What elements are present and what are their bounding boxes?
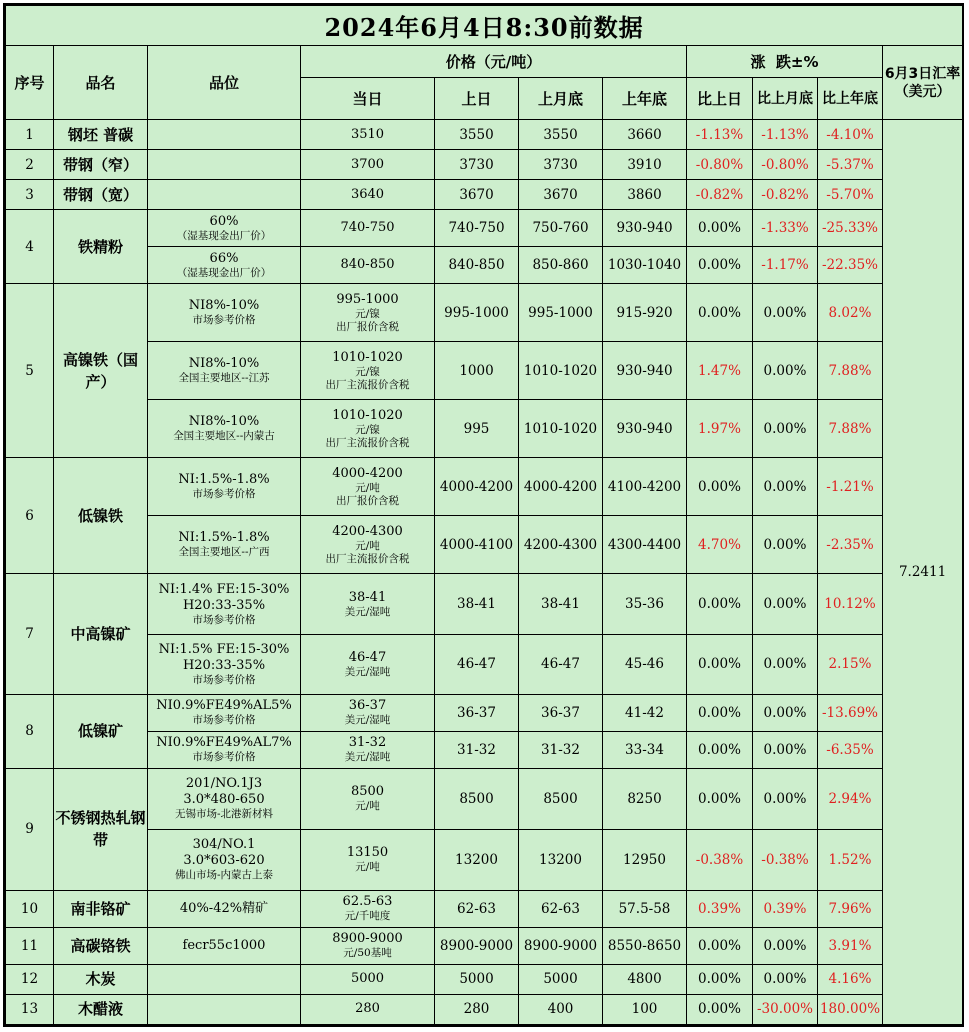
- prev-month-price: 62-63: [519, 890, 603, 927]
- prev-day-price: 46-47: [435, 634, 519, 694]
- change-vs-day: 0.00%: [687, 994, 753, 1024]
- exchange-rate-value: 7.2411: [883, 120, 963, 1025]
- today-price-note: 美元/湿吨: [344, 751, 391, 764]
- prev-day-price: 995-1000: [435, 284, 519, 342]
- table-row: [6, 829, 963, 890]
- grade-cell: [148, 574, 301, 634]
- prev-year-price: 4300-4400: [603, 516, 687, 574]
- grade-value: NI:1.5%-1.8%: [178, 472, 270, 488]
- prev-month-price: 4200-4300: [519, 516, 603, 574]
- header-change-group: 涨 跌±%: [687, 46, 883, 78]
- change-vs-month: 0.00%: [753, 768, 818, 829]
- change-vs-year: 2.94%: [818, 768, 883, 829]
- grade-value: 40%-42%精矿: [179, 900, 269, 916]
- change-vs-month: 0.00%: [753, 342, 818, 400]
- table-row: [6, 574, 963, 634]
- product-name: 低镍铁: [54, 458, 148, 574]
- product-name: 带钢（窄）: [54, 150, 148, 180]
- prev-day-price: 5000: [435, 964, 519, 994]
- grade-cell: [148, 890, 301, 927]
- grade-value: 60%: [209, 213, 239, 229]
- today-price-cell: [301, 634, 435, 694]
- table-row: [6, 890, 963, 927]
- today-price: 995-1000: [336, 291, 399, 307]
- prev-day-price: 36-37: [435, 694, 519, 731]
- change-vs-day: 0.00%: [687, 634, 753, 694]
- header-exchange-rate: 6月3日汇率（美元）: [883, 46, 963, 120]
- price-table-frame: [3, 3, 964, 1027]
- grade-cell: [148, 150, 301, 180]
- grade-cell: [148, 927, 301, 964]
- prev-year-price: 57.5-58: [603, 890, 687, 927]
- grade-cell: [148, 694, 301, 731]
- prev-month-price: 38-41: [519, 574, 603, 634]
- today-price-cell: [301, 964, 435, 994]
- change-vs-year: 2.15%: [818, 634, 883, 694]
- prev-year-price: 3910: [603, 150, 687, 180]
- grade-value: NI8%-10%: [188, 356, 260, 372]
- prev-day-price: 3550: [435, 120, 519, 150]
- prev-day-price: 840-850: [435, 247, 519, 284]
- table-row: [6, 994, 963, 1024]
- change-vs-day: 1.97%: [687, 400, 753, 458]
- today-price-note: 美元/湿吨: [344, 714, 391, 727]
- grade-note: 市场参考价格: [192, 314, 256, 327]
- price-table: [5, 5, 963, 1025]
- table-row: [6, 150, 963, 180]
- today-price-note: 元/50基吨: [343, 947, 392, 960]
- header-today: 当日: [301, 78, 435, 120]
- prev-day-price: 31-32: [435, 731, 519, 768]
- change-vs-year: -13.69%: [818, 694, 883, 731]
- today-price-cell: [301, 458, 435, 516]
- today-price: 13150: [346, 845, 389, 861]
- today-price: 4200-4300: [332, 523, 403, 539]
- seq-cell: 1: [6, 120, 54, 150]
- product-name: 南非铬矿: [54, 890, 148, 927]
- change-vs-day: -0.80%: [687, 150, 753, 180]
- prev-day-price: 8500: [435, 768, 519, 829]
- table-row: [6, 342, 963, 400]
- today-price-cell: [301, 768, 435, 829]
- today-price: 62.5-63: [342, 894, 393, 910]
- change-vs-year: -1.21%: [818, 458, 883, 516]
- seq-cell: 7: [6, 574, 54, 694]
- today-price-note: 元/千吨度: [344, 910, 391, 923]
- prev-day-price: 4000-4200: [435, 458, 519, 516]
- today-price-note: 元/吨: [355, 861, 380, 874]
- today-price-note: 元/镍 出厂主流报价含税: [325, 365, 410, 391]
- seq-cell: 8: [6, 694, 54, 768]
- table-row: [6, 731, 963, 768]
- change-vs-year: -5.70%: [818, 180, 883, 210]
- today-price-cell: [301, 180, 435, 210]
- today-price-cell: [301, 927, 435, 964]
- prev-year-price: 45-46: [603, 634, 687, 694]
- change-vs-year: -2.35%: [818, 516, 883, 574]
- header-vs-year: 比上年底: [818, 78, 883, 120]
- change-vs-day: 0.00%: [687, 574, 753, 634]
- prev-year-price: 1030-1040: [603, 247, 687, 284]
- change-vs-day: 0.00%: [687, 247, 753, 284]
- grade-value: 66%: [209, 250, 239, 266]
- grade-cell: [148, 400, 301, 458]
- today-price: 740-750: [340, 220, 395, 236]
- today-price-note: 美元/湿吨: [344, 665, 391, 678]
- today-price: 8500: [350, 784, 385, 800]
- today-price-cell: [301, 342, 435, 400]
- prev-month-price: 13200: [519, 829, 603, 890]
- prev-year-price: 915-920: [603, 284, 687, 342]
- change-vs-month: -0.38%: [753, 829, 818, 890]
- table-row: [6, 694, 963, 731]
- table-row: [6, 180, 963, 210]
- grade-note: 市场参考价格: [192, 673, 256, 686]
- grade-value: 304/NO.1 3.0*603-620: [183, 837, 265, 869]
- today-price-note: 元/镍 出厂报价含税: [336, 307, 399, 333]
- prev-month-price: 46-47: [519, 634, 603, 694]
- today-price: 3640: [350, 186, 385, 202]
- prev-month-price: 4000-4200: [519, 458, 603, 516]
- change-vs-year: 4.16%: [818, 964, 883, 994]
- product-name: 带钢（宽）: [54, 180, 148, 210]
- change-vs-year: 7.88%: [818, 342, 883, 400]
- grade-value: fecr55c1000: [182, 937, 266, 953]
- prev-day-price: 4000-4100: [435, 516, 519, 574]
- prev-day-price: 280: [435, 994, 519, 1024]
- seq-cell: 5: [6, 284, 54, 458]
- grade-cell: [148, 634, 301, 694]
- header-grade: 品位: [148, 46, 301, 120]
- today-price-cell: [301, 400, 435, 458]
- change-vs-day: 4.70%: [687, 516, 753, 574]
- product-name: 木炭: [54, 964, 148, 994]
- price-table-body: [6, 120, 963, 1025]
- prev-day-price: 3730: [435, 150, 519, 180]
- grade-cell: [148, 516, 301, 574]
- seq-cell: 6: [6, 458, 54, 574]
- change-vs-day: 0.39%: [687, 890, 753, 927]
- prev-year-price: 8250: [603, 768, 687, 829]
- change-vs-year: 1.52%: [818, 829, 883, 890]
- table-row: [6, 284, 963, 342]
- seq-cell: 4: [6, 210, 54, 284]
- today-price-cell: [301, 210, 435, 247]
- change-vs-month: 0.00%: [753, 400, 818, 458]
- today-price-cell: [301, 994, 435, 1024]
- prev-day-price: 38-41: [435, 574, 519, 634]
- change-vs-year: 7.96%: [818, 890, 883, 927]
- grade-value: NI8%-10%: [188, 414, 260, 430]
- today-price: 280: [355, 1001, 380, 1017]
- change-vs-year: -5.37%: [818, 150, 883, 180]
- today-price: 31-32: [348, 735, 387, 751]
- change-vs-year: 8.02%: [818, 284, 883, 342]
- header-prev-year: 上年底: [603, 78, 687, 120]
- change-vs-year: 7.88%: [818, 400, 883, 458]
- prev-month-price: 750-760: [519, 210, 603, 247]
- seq-cell: 12: [6, 964, 54, 994]
- change-vs-month: 0.39%: [753, 890, 818, 927]
- table-row: [6, 927, 963, 964]
- today-price: 46-47: [348, 649, 387, 665]
- table-row: [6, 210, 963, 247]
- seq-cell: 3: [6, 180, 54, 210]
- today-price: 8900-9000: [332, 931, 403, 947]
- prev-year-price: 930-940: [603, 342, 687, 400]
- header-prev-day: 上日: [435, 78, 519, 120]
- today-price-cell: [301, 574, 435, 634]
- prev-month-price: 36-37: [519, 694, 603, 731]
- prev-day-price: 13200: [435, 829, 519, 890]
- change-vs-month: 0.00%: [753, 634, 818, 694]
- header-prev-month: 上月底: [519, 78, 603, 120]
- today-price-note: 美元/湿吨: [344, 605, 391, 618]
- prev-month-price: 850-860: [519, 247, 603, 284]
- today-price: 36-37: [348, 698, 387, 714]
- prev-month-price: 8900-9000: [519, 927, 603, 964]
- table-row: [6, 120, 963, 150]
- table-row: [6, 768, 963, 829]
- product-name: 木醋液: [54, 994, 148, 1024]
- grade-note: （湿基现金出厂价）: [176, 266, 272, 279]
- change-vs-year: 10.12%: [818, 574, 883, 634]
- change-vs-day: 0.00%: [687, 768, 753, 829]
- today-price: 840-850: [340, 257, 395, 273]
- prev-day-price: 1000: [435, 342, 519, 400]
- change-vs-day: 1.47%: [687, 342, 753, 400]
- prev-month-price: 3730: [519, 150, 603, 180]
- prev-month-price: 31-32: [519, 731, 603, 768]
- grade-note: 无锡市场-北港新材料: [174, 808, 274, 821]
- today-price-cell: [301, 890, 435, 927]
- today-price-cell: [301, 731, 435, 768]
- prev-year-price: 41-42: [603, 694, 687, 731]
- grade-note: 全国主要地区--内蒙古: [173, 430, 275, 443]
- grade-cell: [148, 210, 301, 247]
- product-name: 中高镍矿: [54, 574, 148, 694]
- grade-cell: [148, 180, 301, 210]
- grade-cell: [148, 458, 301, 516]
- change-vs-year: -4.10%: [818, 120, 883, 150]
- prev-year-price: 3860: [603, 180, 687, 210]
- prev-year-price: 100: [603, 994, 687, 1024]
- seq-cell: 9: [6, 768, 54, 890]
- change-vs-month: 0.00%: [753, 516, 818, 574]
- change-vs-month: 0.00%: [753, 927, 818, 964]
- change-vs-month: 0.00%: [753, 284, 818, 342]
- today-price-cell: [301, 829, 435, 890]
- grade-value: NI0.9%FE49%AL5%: [156, 698, 292, 714]
- seq-cell: 13: [6, 994, 54, 1024]
- prev-year-price: 3660: [603, 120, 687, 150]
- product-name: 钢坯 普碳: [54, 120, 148, 150]
- grade-note: 市场参考价格: [192, 613, 256, 626]
- grade-note: 市场参考价格: [192, 714, 256, 727]
- grade-value: NI:1.5% FE:15-30% H20:33-35%: [158, 641, 290, 673]
- change-vs-day: 0.00%: [687, 210, 753, 247]
- grade-cell: [148, 342, 301, 400]
- change-vs-day: 0.00%: [687, 927, 753, 964]
- prev-month-price: 400: [519, 994, 603, 1024]
- table-row: [6, 400, 963, 458]
- prev-year-price: 4800: [603, 964, 687, 994]
- seq-cell: 11: [6, 927, 54, 964]
- product-name: 高镍铁（国产）: [54, 284, 148, 458]
- product-name: 低镍矿: [54, 694, 148, 768]
- header-price-group: 价格（元/吨）: [301, 46, 687, 78]
- change-vs-month: 0.00%: [753, 458, 818, 516]
- today-price-cell: [301, 284, 435, 342]
- grade-cell: [148, 731, 301, 768]
- today-price-cell: [301, 694, 435, 731]
- change-vs-month: -0.80%: [753, 150, 818, 180]
- grade-cell: [148, 120, 301, 150]
- grade-cell: [148, 964, 301, 994]
- today-price-note: 元/吨: [355, 800, 380, 813]
- today-price-note: 元/镍 出厂主流报价含税: [325, 423, 410, 449]
- change-vs-day: -1.13%: [687, 120, 753, 150]
- change-vs-month: 0.00%: [753, 574, 818, 634]
- prev-day-price: 62-63: [435, 890, 519, 927]
- change-vs-day: 0.00%: [687, 694, 753, 731]
- today-price: 1010-1020: [332, 407, 403, 423]
- today-price: 1010-1020: [332, 349, 403, 365]
- today-price-note: 元/吨 出厂主流报价含税: [325, 539, 410, 565]
- grade-value: 201/NO.1J3 3.0*480-650: [183, 776, 265, 808]
- today-price: 3700: [350, 156, 385, 172]
- grade-value: NI8%-10%: [188, 298, 260, 314]
- grade-cell: [148, 768, 301, 829]
- table-row: [6, 247, 963, 284]
- prev-year-price: 8550-8650: [603, 927, 687, 964]
- today-price-cell: [301, 150, 435, 180]
- grade-note: 佛山市场-内蒙古上泰: [174, 869, 274, 882]
- today-price-note: 元/吨 出厂报价含税: [336, 481, 399, 507]
- product-name: 不锈钢热轧钢带: [54, 768, 148, 890]
- grade-note: 市场参考价格: [192, 751, 256, 764]
- change-vs-day: 0.00%: [687, 964, 753, 994]
- prev-day-price: 3670: [435, 180, 519, 210]
- today-price: 5000: [350, 971, 385, 987]
- product-name: 铁精粉: [54, 210, 148, 284]
- prev-year-price: 12950: [603, 829, 687, 890]
- change-vs-month: -1.17%: [753, 247, 818, 284]
- product-name: 高碳铬铁: [54, 927, 148, 964]
- prev-year-price: 930-940: [603, 210, 687, 247]
- prev-month-price: 3670: [519, 180, 603, 210]
- prev-month-price: 3550: [519, 120, 603, 150]
- change-vs-year: 3.91%: [818, 927, 883, 964]
- today-price: 4000-4200: [332, 465, 403, 481]
- change-vs-year: 180.00%: [818, 994, 883, 1024]
- table-row: [6, 516, 963, 574]
- change-vs-day: 0.00%: [687, 458, 753, 516]
- today-price: 38-41: [348, 589, 387, 605]
- prev-year-price: 35-36: [603, 574, 687, 634]
- grade-note: 全国主要地区--广西: [178, 546, 270, 559]
- change-vs-day: -0.82%: [687, 180, 753, 210]
- today-price: 3510: [350, 126, 385, 142]
- change-vs-month: -0.82%: [753, 180, 818, 210]
- prev-year-price: 33-34: [603, 731, 687, 768]
- change-vs-day: -0.38%: [687, 829, 753, 890]
- page-title: 2024年6月4日8:30前数据: [6, 6, 963, 46]
- prev-month-price: 995-1000: [519, 284, 603, 342]
- prev-month-price: 1010-1020: [519, 342, 603, 400]
- header-seq: 序号: [6, 46, 54, 120]
- grade-note: 市场参考价格: [192, 488, 256, 501]
- prev-day-price: 740-750: [435, 210, 519, 247]
- header-vs-month: 比上月底: [753, 78, 818, 120]
- grade-cell: [148, 994, 301, 1024]
- prev-month-price: 8500: [519, 768, 603, 829]
- today-price-cell: [301, 516, 435, 574]
- today-price-cell: [301, 247, 435, 284]
- grade-value: NI:1.5%-1.8%: [178, 530, 270, 546]
- prev-day-price: 8900-9000: [435, 927, 519, 964]
- change-vs-day: 0.00%: [687, 284, 753, 342]
- grade-note: （湿基现金出厂价）: [176, 229, 272, 242]
- today-price-cell: [301, 120, 435, 150]
- change-vs-month: 0.00%: [753, 694, 818, 731]
- grade-value: NI:1.4% FE:15-30% H20:33-35%: [158, 581, 290, 613]
- change-vs-year: -22.35%: [818, 247, 883, 284]
- change-vs-month: 0.00%: [753, 731, 818, 768]
- change-vs-month: -1.33%: [753, 210, 818, 247]
- seq-cell: 10: [6, 890, 54, 927]
- prev-month-price: 5000: [519, 964, 603, 994]
- prev-year-price: 4100-4200: [603, 458, 687, 516]
- grade-cell: [148, 247, 301, 284]
- grade-cell: [148, 284, 301, 342]
- prev-month-price: 1010-1020: [519, 400, 603, 458]
- prev-year-price: 930-940: [603, 400, 687, 458]
- header-vs-day: 比上日: [687, 78, 753, 120]
- table-row: [6, 964, 963, 994]
- grade-cell: [148, 829, 301, 890]
- prev-day-price: 995: [435, 400, 519, 458]
- change-vs-day: 0.00%: [687, 731, 753, 768]
- change-vs-year: -25.33%: [818, 210, 883, 247]
- change-vs-month: 0.00%: [753, 964, 818, 994]
- change-vs-month: -1.13%: [753, 120, 818, 150]
- table-row: [6, 634, 963, 694]
- seq-cell: 2: [6, 150, 54, 180]
- table-row: [6, 458, 963, 516]
- change-vs-year: -6.35%: [818, 731, 883, 768]
- grade-note: 全国主要地区--江苏: [178, 372, 270, 385]
- header-name: 品名: [54, 46, 148, 120]
- change-vs-month: -30.00%: [753, 994, 818, 1024]
- grade-value: NI0.9%FE49%AL7%: [156, 735, 292, 751]
